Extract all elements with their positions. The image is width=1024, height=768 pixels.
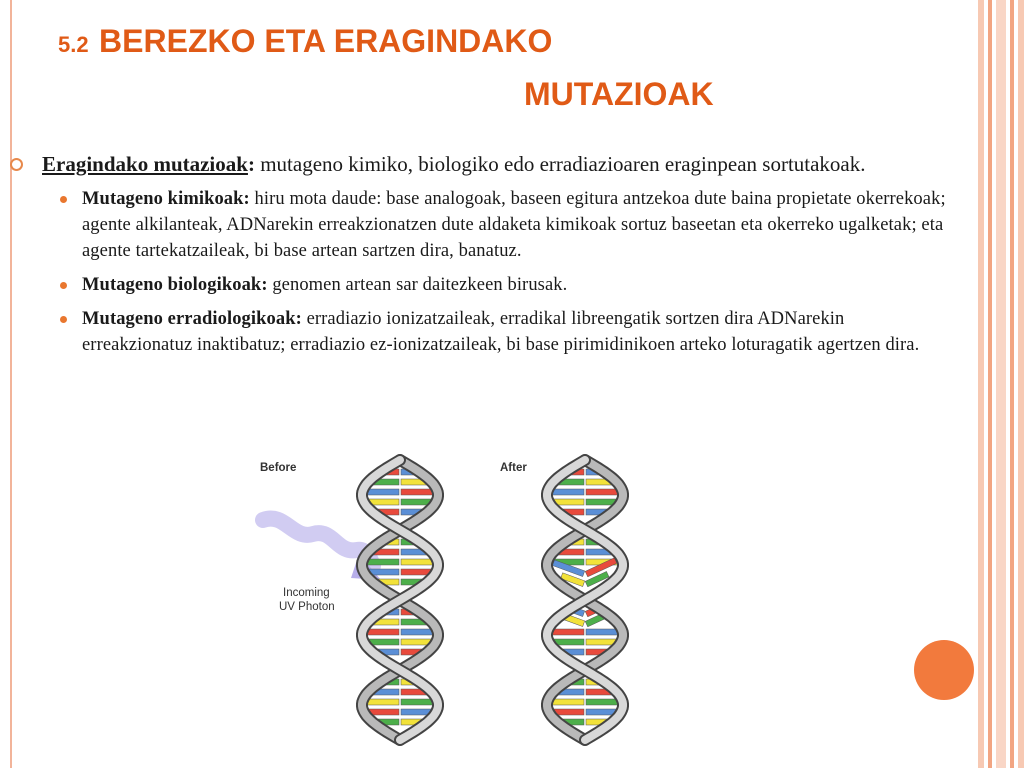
sub-point-radiological (82, 306, 950, 358)
base-pair-segment (401, 489, 435, 495)
main-bullet-icon (10, 158, 23, 171)
dna-uv-mutation-figure (255, 450, 655, 750)
base-pair-segment (365, 489, 399, 495)
figure-label-before: Before (260, 462, 297, 474)
figure-label-incoming: Incoming (283, 587, 330, 599)
base-pair-segment (401, 559, 435, 565)
slide-body (10, 150, 950, 366)
main-point-colon: : (247, 152, 255, 176)
figure-label-after: After (500, 462, 527, 474)
figure-label-uv-photon: UV Photon (279, 601, 335, 613)
base-pair-segment (586, 489, 620, 495)
sub-bullet-icon (60, 316, 67, 323)
sub-point-term: Mutageno biologikoak: (82, 275, 268, 295)
sub-point-biological (82, 272, 950, 298)
dna-helix-after (547, 460, 623, 740)
base-pair-segment (401, 699, 435, 705)
sub-point-text: erradiazio ionizatzaileak, erradikal libreengatik sortzen dira ADNarekin erreakzionatuz inaktibatuz; erradiazio ez-ionizatzaileak, bi base pirimidinikoen arteko loturagatik agertzen dira. (82, 309, 920, 355)
base-pair-segment (586, 699, 620, 705)
sub-bullet-icon (60, 282, 67, 289)
sub-point-text: genomen artean sar daitezkeen birusak. (267, 275, 568, 295)
base-pair-segment (550, 489, 584, 495)
decorative-orange-circle (914, 640, 974, 700)
slide-title (58, 18, 818, 117)
base-pair-segment (550, 629, 584, 635)
main-point-term: Eragindako mutazioak (42, 152, 248, 176)
base-pair-segment (365, 629, 399, 635)
title-line-1: BEREZKO ETA ERAGINDAKO (99, 23, 553, 59)
main-point-text: mutageno kimiko, biologiko edo erradiazioaren eraginpean sortutakoak. (254, 152, 866, 176)
sub-point-term: Mutageno kimikoak: (82, 189, 250, 209)
sub-point-term: Mutageno erradiologikoak: (82, 309, 302, 329)
base-pair-segment (365, 559, 399, 565)
sub-point-text: hiru mota daude: base analogoak, baseen egitura antzekoa dute baina propietate okerrekoak; agente alkilanteak, ADNarekin erreakzionatzen dute aldaketa kimikoak sortuz baseetan eta okerreko ugalketak; eta agente tartekatzaileak, bi base artean sartzen dira, banatuz. (82, 189, 946, 261)
base-pair-segment (586, 629, 620, 635)
base-pair-segment (550, 699, 584, 705)
sub-point-list (10, 186, 950, 358)
right-decorative-stripes (978, 0, 1024, 768)
sub-point-chemical (82, 186, 950, 264)
left-border-line (10, 0, 12, 768)
sub-bullet-icon (60, 196, 67, 203)
main-point (10, 150, 950, 178)
dna-helix-before (362, 460, 438, 740)
title-line-2: MUTAZIOAK (524, 76, 714, 112)
slide-number: 5.2 (58, 32, 89, 57)
base-pair-segment (365, 699, 399, 705)
base-pair-segment (401, 629, 435, 635)
